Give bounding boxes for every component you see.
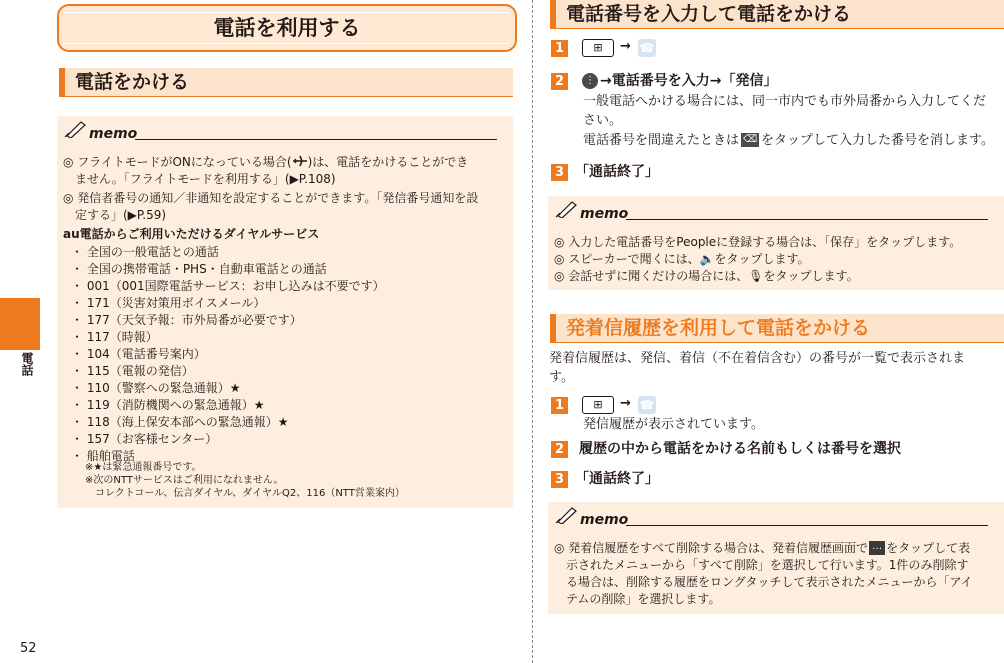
step-arrow: → [620,396,631,411]
memo-label: memo [89,126,138,142]
memo-pencil-icon [554,200,578,218]
step-text: 履歴の中から電話をかける名前もしくは番号を選択 [579,441,901,457]
step-number: 3 [551,471,568,488]
service-item: ・ 119（消防機関への緊急通報）★ [71,398,265,412]
step-number: 1 [551,40,568,57]
airplane-icon [292,155,308,167]
note-item: コレクトコール、伝言ダイヤル、ダイヤルQ2、116（NTT営業案内） [85,488,405,499]
memo-rule [626,525,988,526]
memo-box [548,502,1004,614]
step-body: 発信履歴が表示されています。 [583,417,764,432]
service-item: ・ 118（海上保安本部への緊急通報）★ [71,415,289,429]
chapter-title: 電話を利用する [65,12,509,44]
section-underline [550,28,1004,29]
step-number: 2 [551,441,568,458]
speaker-icon: 🔈 [699,252,715,266]
memo-pencil-icon [554,506,578,524]
section-heading-call: 電話をかける [59,68,513,96]
memo-item: ◎ スピーカーで聞くには、🔈をタップします。 [554,252,810,266]
step-arrow: → [620,39,631,54]
memo-item: 定する」(▶P.59) [63,208,167,222]
phone-app-icon: ☎ [639,41,655,55]
phone-app-icon: ☎ [639,398,655,412]
page-number: 52 [20,641,37,656]
memo-label: memo [580,512,629,528]
section-underline [550,342,1004,343]
memo-rule [135,139,497,140]
memo-box [57,116,513,508]
delete-key-icon: ⌫ [742,134,758,145]
service-item: ・ 全国の携帯電話・PHS・自動車電話との通話 [71,262,327,276]
service-item: ・ 001（001国際電話サービス：お申し込みは不要です） [71,279,385,293]
service-item: ・ 115（電報の発信） [71,364,194,378]
service-item: ・ 177（天気予報：市外局番が必要です） [71,313,302,327]
step-number: 2 [551,73,568,90]
service-item: ・ 171（災害対策用ボイスメール） [71,296,266,310]
note-item: ※次のNTTサービスはご利用になれません。 [85,475,284,486]
mute-icon: 🎙 [748,269,764,283]
service-item: ・ 110（警察への緊急通報）★ [71,381,241,395]
chapter-tab [0,298,40,350]
dialpad-icon: ⋮ [582,73,598,89]
step-number: 1 [551,397,568,414]
step-text: 「通話終了」 [575,164,659,180]
memo-item: ません。「フライトモードを利用する」(▶P.108) [63,172,336,186]
memo-item: ◎ フライトモードがONになっている場合( )は、電話をかけることができ [63,155,469,169]
service-item: ・ 104（電話番号案内） [71,347,206,361]
memo-item: テムの削除」を選択します。 [554,592,721,606]
memo-rule [626,219,988,220]
memo-item: 示されたメニューから「すべて削除」を選択して行います。1件のみ削除す [554,558,969,572]
memo-header [554,200,998,222]
home-key-icon: ⊞ [582,39,614,57]
step-number: 3 [551,164,568,181]
service-item: ・ 157（お客様センター） [71,432,218,446]
memo-pencil-icon [63,120,87,138]
step-body: さい。 [583,113,623,128]
section-underline [59,96,513,97]
section-heading-history: 発着信履歴を利用して電話をかける [550,314,1004,342]
memo-header [554,506,998,528]
column-divider [532,0,533,663]
history-intro: 発着信履歴は、発信、着信（不在着信含む）の番号が一覧で表示されま [549,351,966,366]
memo-item: ◎ 入力した電話番号をPeopleに登録する場合は、「保存」をタップします。 [554,235,962,249]
service-item: ・ 117（時報） [71,330,158,344]
memo-item: ◎ 発着信履歴をすべて削除する場合は、発着信履歴画面で … をタップして表 [554,541,971,555]
chapter-tab-label: 電話 [20,352,34,376]
step-text: →電話番号を入力→「発信」 [600,73,778,89]
section-heading-dial: 電話番号を入力して電話をかける [550,0,1004,28]
more-icon: … [869,541,885,555]
memo-item: る場合は、削除する履歴をロングタッチして表示されたメニューから「アイ [554,575,973,589]
memo-header [63,120,507,142]
step-text: 「通話終了」 [575,471,659,487]
step-body: 電話番号を間違えたときは ⌫ をタップして入力した番号を消します。 [583,133,994,148]
home-key-icon: ⊞ [582,396,614,414]
history-intro: す。 [549,370,574,385]
memo-label: memo [580,206,629,222]
note-item: ※★は緊急通報番号です。 [85,462,202,473]
step-body: 一般電話へかける場合には、同一市内でも市外局番から入力してくだ [583,94,987,109]
memo-item: ◎ 会話せずに聞くだけの場合には、🎙をタップします。 [554,269,859,283]
service-item: ・ 船舶電話 [71,449,135,463]
memo-box [548,196,1004,290]
service-item: ・ 全国の一般電話との通話 [71,245,219,259]
services-title: au電話からご利用いただけるダイヤルサービス [63,227,320,241]
memo-item: ◎ 発信者番号の通知／非通知を設定することができます。「発信番号通知を設 [63,191,479,205]
chapter-title-box [57,4,517,52]
